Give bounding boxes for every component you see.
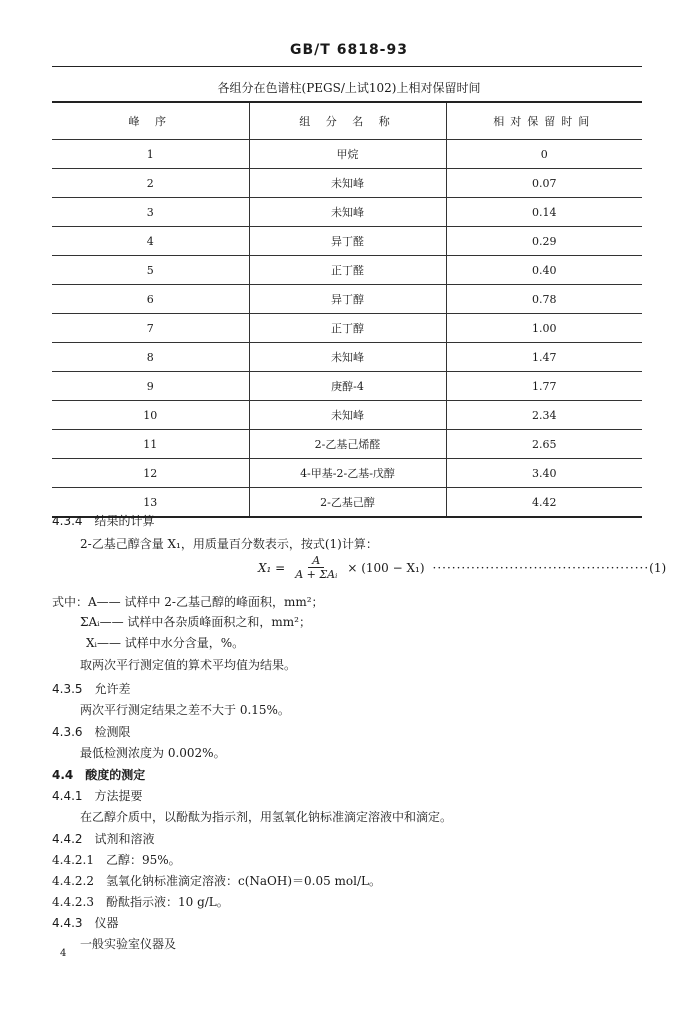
relative-retention-cell: 2.65 bbox=[446, 430, 642, 459]
component-name-cell: 未知峰 bbox=[249, 198, 446, 227]
header-rule bbox=[52, 66, 642, 67]
relative-retention-cell: 0.07 bbox=[446, 169, 642, 198]
peak-number-cell: 2 bbox=[52, 169, 249, 198]
peak-number-cell: 9 bbox=[52, 372, 249, 401]
section-4-4-2-1: 4.4.2.1 乙醇：95%。 bbox=[52, 853, 181, 867]
peak-number-cell: 3 bbox=[52, 198, 249, 227]
table-row bbox=[52, 401, 642, 430]
peak-number-cell: 7 bbox=[52, 314, 249, 343]
section-4-4-2-2: 4.4.2.2 氢氧化钠标准滴定溶液：c(NaOH)＝0.05 mol/L。 bbox=[52, 874, 382, 888]
peak-number-cell: 10 bbox=[52, 401, 249, 430]
relative-retention-cell: 0.29 bbox=[446, 227, 642, 256]
section-4-4-1-heading: 4.4.1 方法提要 bbox=[52, 789, 143, 803]
component-name-cell: 4-甲基-2-乙基-戊醇 bbox=[249, 459, 446, 488]
column-header: 组 分 名 称 bbox=[249, 102, 446, 140]
table-row bbox=[52, 314, 642, 343]
formula-lhs: X₁ = bbox=[258, 560, 286, 575]
formula-denominator: A + ΣAᵢ bbox=[295, 568, 338, 581]
peak-number-cell: 5 bbox=[52, 256, 249, 285]
table-row bbox=[52, 256, 642, 285]
relative-retention-cell: 0.40 bbox=[446, 256, 642, 285]
section-4-4-3-heading: 4.4.3 仪器 bbox=[52, 916, 119, 930]
component-name-cell: 正丁醇 bbox=[249, 314, 446, 343]
peak-number-cell: 13 bbox=[52, 488, 249, 518]
section-4-4-heading: 4.4 酸度的测定 bbox=[52, 768, 146, 782]
peak-number-cell: 8 bbox=[52, 343, 249, 372]
relative-retention-cell: 4.42 bbox=[446, 488, 642, 518]
average-note: 取两次平行测定值的算术平均值为结果。 bbox=[80, 658, 297, 672]
table-row bbox=[52, 343, 642, 372]
formula-fraction bbox=[291, 554, 341, 581]
component-name-cell: 2-乙基己烯醛 bbox=[249, 430, 446, 459]
relative-retention-cell: 0.14 bbox=[446, 198, 642, 227]
relative-retention-cell: 1.77 bbox=[446, 372, 642, 401]
component-name-cell: 正丁醛 bbox=[249, 256, 446, 285]
where-sum: ΣAᵢ—— 试样中各杂质峰面积之和，mm²； bbox=[80, 615, 311, 629]
relative-retention-cell: 2.34 bbox=[446, 401, 642, 430]
section-4-3-5-text: 两次平行测定结果之差不大于 0.15%。 bbox=[80, 703, 290, 717]
formula-numerator: A bbox=[308, 554, 324, 568]
component-name-cell: 庚醇-4 bbox=[249, 372, 446, 401]
relative-retention-cell: 0.78 bbox=[446, 285, 642, 314]
formula-1 bbox=[258, 554, 666, 581]
retention-time-table bbox=[52, 101, 642, 518]
table-title: 各组分在色谱柱(PEGS/上试102)上相对保留时间 bbox=[217, 81, 481, 95]
component-name-cell: 未知峰 bbox=[249, 401, 446, 430]
formula-number: (1) bbox=[649, 560, 667, 575]
relative-retention-cell: 0 bbox=[446, 140, 642, 169]
column-header: 峰 序 bbox=[52, 102, 249, 140]
table-row bbox=[52, 459, 642, 488]
column-header: 相对保留时间 bbox=[446, 102, 642, 140]
component-name-cell: 异丁醛 bbox=[249, 227, 446, 256]
section-4-3-6-heading: 4.3.6 检测限 bbox=[52, 725, 131, 739]
where-x: Xᵢ—— 试样中水分含量，%。 bbox=[86, 636, 245, 650]
component-name-cell: 异丁醇 bbox=[249, 285, 446, 314]
page-number: 4 bbox=[60, 948, 67, 959]
table-header-row bbox=[52, 102, 642, 140]
table-row bbox=[52, 227, 642, 256]
component-name-cell: 2-乙基己醇 bbox=[249, 488, 446, 518]
relative-retention-cell: 3.40 bbox=[446, 459, 642, 488]
relative-retention-cell: 1.00 bbox=[446, 314, 642, 343]
peak-number-cell: 1 bbox=[52, 140, 249, 169]
table-row bbox=[52, 140, 642, 169]
section-4-3-6-text: 最低检测浓度为 0.002%。 bbox=[80, 746, 226, 760]
section-4-4-2-heading: 4.4.2 试剂和溶液 bbox=[52, 832, 155, 846]
component-name-cell: 未知峰 bbox=[249, 343, 446, 372]
table-row bbox=[52, 285, 642, 314]
formula-leader: ············································· bbox=[432, 560, 650, 575]
peak-number-cell: 11 bbox=[52, 430, 249, 459]
section-4-3-5-heading: 4.3.5 允许差 bbox=[52, 682, 131, 696]
standard-number: GB/T 6818-93 bbox=[290, 42, 408, 58]
relative-retention-cell: 1.47 bbox=[446, 343, 642, 372]
formula-rhs: × (100 − X₁) bbox=[347, 560, 425, 575]
section-4-4-3-text: 一般实验室仪器及 bbox=[80, 937, 177, 951]
component-name-cell: 未知峰 bbox=[249, 169, 446, 198]
section-4-4-2-3: 4.4.2.3 酚酞指示液：10 g/L。 bbox=[52, 895, 229, 909]
peak-number-cell: 4 bbox=[52, 227, 249, 256]
calc-intro: 2-乙基己醇含量 X₁，用质量百分数表示，按式(1)计算： bbox=[80, 537, 378, 551]
where-a: 式中：A—— 试样中 2-乙基己醇的峰面积，mm²； bbox=[52, 595, 324, 609]
table-row bbox=[52, 430, 642, 459]
section-4-4-1-text: 在乙醇介质中，以酚酞为指示剂，用氢氧化钠标准滴定溶液中和滴定。 bbox=[80, 810, 453, 824]
component-name-cell: 甲烷 bbox=[249, 140, 446, 169]
table-row bbox=[52, 169, 642, 198]
table-row bbox=[52, 198, 642, 227]
peak-number-cell: 6 bbox=[52, 285, 249, 314]
table-row bbox=[52, 372, 642, 401]
peak-number-cell: 12 bbox=[52, 459, 249, 488]
section-4-3-4-heading: 4.3.4 结果的计算 bbox=[52, 514, 155, 528]
